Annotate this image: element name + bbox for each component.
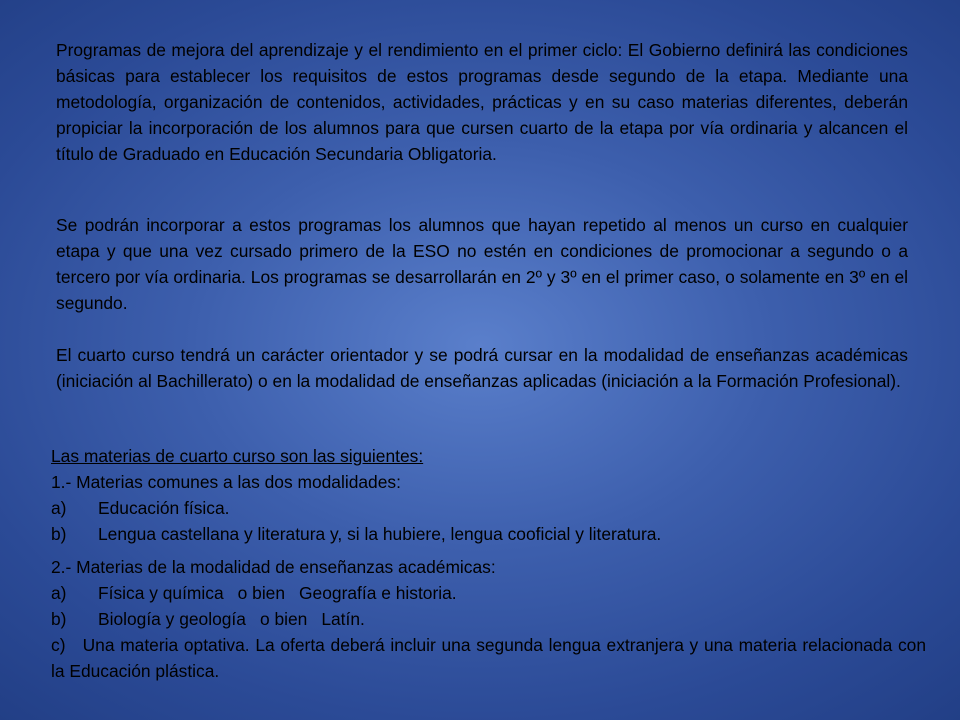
common-subjects-heading: 1.- Materias comunes a las dos modalidades: (51, 471, 401, 492)
list-item (51, 607, 926, 633)
list-item-option: Latín. (321, 608, 365, 629)
paragraph-fourth-year: El cuarto curso tendrá un carácter orientador y se podrá cursar en la modalidad de enseñanzas académicas (iniciación al Bachillerato) o en la modalidad de enseñanzas aplicadas (iniciación a la Formación Profesional). (56, 345, 908, 391)
list-item-text: Educación física. (98, 497, 230, 518)
subjects-list-academic (51, 555, 926, 685)
list-item-option: Geografía e historia. (299, 582, 457, 603)
list-item (51, 581, 926, 607)
list-item (51, 633, 926, 685)
academic-subjects-heading: 2.- Materias de la modalidad de enseñanzas académicas: (51, 557, 496, 577)
subjects-heading: Las materias de cuarto curso son las siguientes: (51, 446, 424, 466)
list-item-text: Lengua castellana y literatura y, si la hubiere, lengua cooficial y literatura. (98, 523, 662, 544)
list-item-option: Biología y geología (98, 608, 246, 629)
paragraph-program-eligibility: Se podrán incorporar a estos programas los alumnos que hayan repetido al menos un curso en cualquier etapa y que una vez cursado primero de la ESO no estén en condiciones de promocionar a segundo o a tercero por vía ordinaria. Los programas se desarrollarán en 2º y 3º en el primer caso, o solamente en 3º en el segundo. (56, 215, 908, 313)
list-marker: c) (51, 634, 66, 655)
list-marker: a) (51, 582, 67, 603)
list-item (51, 522, 911, 548)
list-marker: b) (51, 523, 67, 544)
list-item-option: Física y química (98, 582, 224, 603)
list-marker: b) (51, 608, 67, 629)
list-item-connector: o bien (259, 608, 308, 629)
list-item (51, 496, 911, 522)
list-item-text: Una materia optativa. La oferta deberá incluir una segunda lengua extranjera y una materia relacionada con la Educación plástica. (51, 634, 926, 681)
list-item-connector: o bien (237, 582, 286, 603)
subjects-list-common (51, 444, 911, 548)
paragraph-improvement-programs: Programas de mejora del aprendizaje y el rendimiento en el primer ciclo: El Gobierno definirá las condiciones básicas para establecer los requisitos de estos programas desde segundo de la etapa. Mediante una metodología, organización de contenidos, actividades, prácticas y en su caso materias diferentes, deberán propiciar la incorporación de los alumnos para que cursen cuarto de la etapa por vía ordinaria y alcancen el título de Graduado en Educación Secundaria Obligatoria. (56, 40, 908, 164)
list-marker: a) (51, 497, 67, 518)
